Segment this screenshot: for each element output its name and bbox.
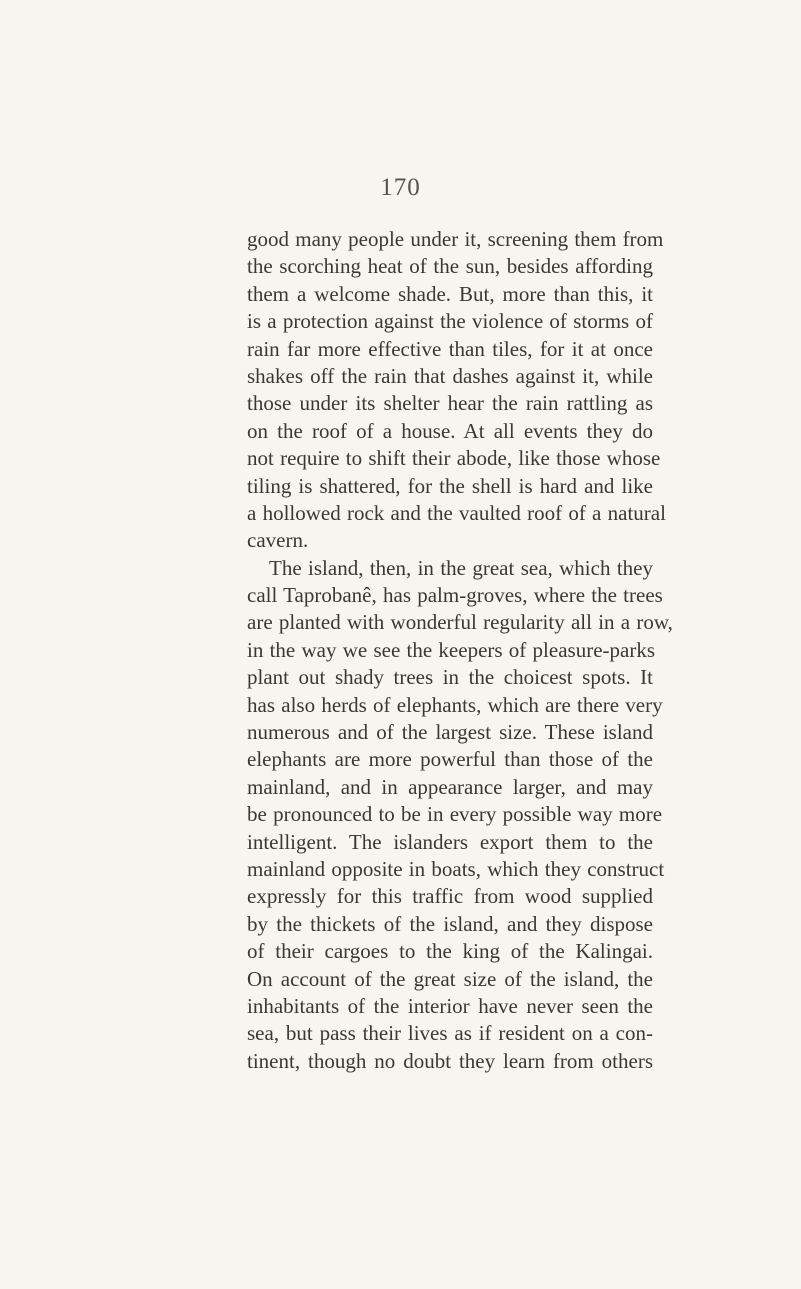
- paragraph-start-line: The island, then, in the great sea, which they: [269, 555, 653, 580]
- text-line: are planted with wonderful regularity all in a row,: [247, 610, 673, 635]
- text-line: is a protection against the violence of storms of: [247, 309, 653, 334]
- text-line: mainland opposite in boats, which they construct: [247, 856, 665, 881]
- text-line: expressly for this traffic from wood supplied: [247, 884, 653, 909]
- text-line: good many people under it, screening them from: [247, 227, 664, 251]
- text-line: On account of the great size of the island, the: [247, 966, 653, 991]
- text-line: a hollowed rock and the vaulted roof of a natural: [247, 500, 666, 525]
- text-line: intelligent. The islanders export them to the: [247, 829, 653, 854]
- text-line: sea, but pass their lives as if resident on a con-: [247, 1021, 653, 1046]
- text-line: by the thickets of the island, and they dispose: [247, 911, 653, 936]
- text-line: elephants are more powerful than those of the: [247, 747, 653, 772]
- text-line: be pronounced to be in every possible way more: [247, 802, 663, 827]
- text-line: on the roof of a house. At all events they do: [247, 418, 653, 443]
- text-line: shakes off the rain that dashes against it, while: [247, 363, 653, 388]
- body-text: [247, 226, 673, 1075]
- text-line: inhabitants of the interior have never seen the: [247, 993, 653, 1018]
- text-line: rain far more effective than tiles, for it at once: [247, 336, 653, 361]
- text-line: them a welcome shade. But, more than this, it: [247, 281, 653, 306]
- text-line: mainland, and in appearance larger, and may: [247, 774, 653, 799]
- text-line: in the way we see the keepers of pleasure-parks: [247, 637, 655, 662]
- text-line: of their cargoes to the king of the Kalingai.: [247, 939, 653, 964]
- text-line: those under its shelter hear the rain rattling as: [247, 391, 653, 416]
- text-line: numerous and of the largest size. These island: [247, 720, 653, 745]
- text-line: tinent, though no doubt they learn from others: [247, 1048, 653, 1073]
- text-line: the scorching heat of the sun, besides affording: [247, 254, 653, 279]
- text-line: call Taprobanê, has palm-groves, where the trees: [247, 583, 663, 608]
- paragraph-end-line: cavern.: [247, 528, 309, 553]
- text-line: has also herds of elephants, which are there very: [247, 692, 663, 717]
- page-number: 170: [380, 174, 421, 201]
- text-line: not require to shift their abode, like those whose: [247, 446, 661, 471]
- text-line: plant out shady trees in the choicest spots. It: [247, 665, 653, 690]
- text-line: tiling is shattered, for the shell is hard and like: [247, 473, 653, 498]
